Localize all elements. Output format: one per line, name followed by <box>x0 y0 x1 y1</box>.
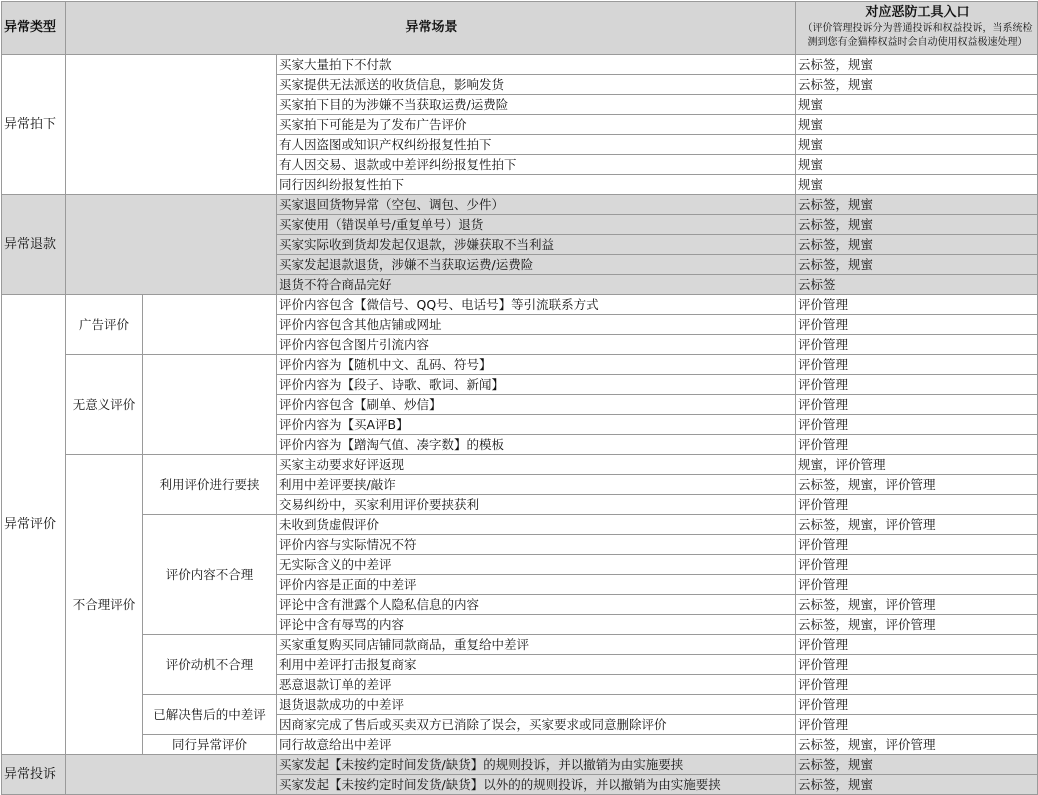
tool-cell: 评价管理 <box>796 335 1038 355</box>
scene-cell: 买家拍下目的为涉嫌不当获取运费/运费险 <box>277 95 796 115</box>
subgroup-unreasonable-review: 不合理评价 <box>66 455 143 755</box>
tool-cell: 评价管理 <box>796 555 1038 575</box>
header-scene: 异常场景 <box>66 2 796 55</box>
table-row <box>2 755 1038 775</box>
tool-cell: 规蜜 <box>796 175 1038 195</box>
tool-cell: 规蜜，评价管理 <box>796 455 1038 475</box>
scene-cell: 评价内容与实际情况不符 <box>277 535 796 555</box>
scene-cell: 交易纠纷中，买家利用评价要挟获利 <box>277 495 796 515</box>
scene-cell: 利用中差评打击报复商家 <box>277 655 796 675</box>
tool-cell: 评价管理 <box>796 315 1038 335</box>
category-extort: 利用评价进行要挟 <box>143 455 277 515</box>
tool-cell: 云标签，规蜜 <box>796 255 1038 275</box>
scene-cell: 买家大量拍下不付款 <box>277 55 796 75</box>
tool-cell: 规蜜 <box>796 115 1038 135</box>
scene-cell: 同行故意给出中差评 <box>277 735 796 755</box>
tool-cell: 评价管理 <box>796 355 1038 375</box>
scene-cell: 退货退款成功的中差评 <box>277 695 796 715</box>
scene-cell: 评价内容为【蹭淘气值、凑字数】的模板 <box>277 435 796 455</box>
tool-cell: 云标签 <box>796 275 1038 295</box>
category-content: 评价内容不合理 <box>143 515 277 635</box>
scene-cell: 买家重复购买同店铺同款商品，重复给中差评 <box>277 635 796 655</box>
table-row <box>2 695 1038 715</box>
table-row <box>2 515 1038 535</box>
subgroup-ad-review: 广告评价 <box>66 295 143 355</box>
tool-cell: 评价管理 <box>796 655 1038 675</box>
tool-cell: 规蜜 <box>796 155 1038 175</box>
header-row <box>2 2 1038 55</box>
tool-cell: 云标签，规蜜，评价管理 <box>796 595 1038 615</box>
header-tool-note-1: （评价管理投诉分为普通投诉和权益投诉，当系统检 <box>802 23 1033 34</box>
scene-cell: 评价内容包含【刷单、炒信】 <box>277 395 796 415</box>
header-tool <box>796 2 1038 55</box>
scene-cell: 买家发起退款退货，涉嫌不当获取运费/运费险 <box>277 255 796 275</box>
header-type: 异常类型 <box>2 2 66 55</box>
subgroup-meaningless-review: 无意义评价 <box>66 355 143 455</box>
scene-cell: 无实际含义的中差评 <box>277 555 796 575</box>
subgroup-blank-cell <box>143 295 277 355</box>
anomaly-table <box>1 1 1038 795</box>
scene-cell: 未收到货虚假评价 <box>277 515 796 535</box>
group-abnormal-order: 异常拍下 <box>2 55 66 195</box>
tool-cell: 云标签，规蜜 <box>796 755 1038 775</box>
tool-cell: 评价管理 <box>796 495 1038 515</box>
header-tool-note-2: 测到您有金猫棒权益时会自动使用权益极速处理） <box>807 37 1028 48</box>
table-row <box>2 735 1038 755</box>
scene-cell: 评论中含有辱骂的内容 <box>277 615 796 635</box>
tool-cell: 评价管理 <box>796 395 1038 415</box>
scene-cell: 买家主动要求好评返现 <box>277 455 796 475</box>
tool-cell: 云标签，规蜜 <box>796 75 1038 95</box>
header-tool-title: 对应恶防工具入口 <box>865 5 970 20</box>
tool-cell: 云标签，规蜜 <box>796 775 1038 795</box>
table-row <box>2 295 1038 315</box>
scene-cell: 评价内容为【随机中文、乱码、符号】 <box>277 355 796 375</box>
tool-cell: 评价管理 <box>796 635 1038 655</box>
tool-cell: 评价管理 <box>796 435 1038 455</box>
scene-cell: 买家拍下可能是为了发布广告评价 <box>277 115 796 135</box>
tool-cell: 评价管理 <box>796 375 1038 395</box>
category-resolved: 已解决售后的中差评 <box>143 695 277 735</box>
tool-cell: 云标签，规蜜，评价管理 <box>796 615 1038 635</box>
scene-cell: 同行因纠纷报复性拍下 <box>277 175 796 195</box>
group-blank-cell <box>66 195 277 295</box>
scene-cell: 有人因交易、退款或中差评纠纷报复性拍下 <box>277 155 796 175</box>
table-row <box>2 455 1038 475</box>
tool-cell: 云标签，规蜜 <box>796 195 1038 215</box>
tool-cell: 规蜜 <box>796 95 1038 115</box>
tool-cell: 评价管理 <box>796 415 1038 435</box>
scene-cell: 退货不符合商品完好 <box>277 275 796 295</box>
tool-cell: 评价管理 <box>796 675 1038 695</box>
scene-cell: 买家提供无法派送的收货信息，影响发货 <box>277 75 796 95</box>
scene-cell: 评价内容为【买A评B】 <box>277 415 796 435</box>
group-blank-cell <box>66 55 277 195</box>
tool-cell: 云标签，规蜜 <box>796 215 1038 235</box>
tool-cell: 云标签，规蜜，评价管理 <box>796 475 1038 495</box>
tool-cell: 评价管理 <box>796 695 1038 715</box>
tool-cell: 云标签，规蜜，评价管理 <box>796 515 1038 535</box>
scene-cell: 评价内容包含【微信号、QQ号、电话号】等引流联系方式 <box>277 295 796 315</box>
scene-cell: 买家实际收到货却发起仅退款，涉嫌获取不当利益 <box>277 235 796 255</box>
scene-cell: 恶意退款订单的差评 <box>277 675 796 695</box>
tool-cell: 评价管理 <box>796 295 1038 315</box>
tool-cell: 评价管理 <box>796 715 1038 735</box>
table-row <box>2 635 1038 655</box>
tool-cell: 评价管理 <box>796 575 1038 595</box>
table-row <box>2 55 1038 75</box>
category-motive: 评价动机不合理 <box>143 635 277 695</box>
scene-cell: 有人因盗图或知识产权纠纷报复性拍下 <box>277 135 796 155</box>
category-peer: 同行异常评价 <box>143 735 277 755</box>
table-row <box>2 355 1038 375</box>
group-abnormal-refund: 异常退款 <box>2 195 66 295</box>
scene-cell: 评价内容包含其他店铺或网址 <box>277 315 796 335</box>
tool-cell: 云标签，规蜜 <box>796 235 1038 255</box>
scene-cell: 评价内容包含图片引流内容 <box>277 335 796 355</box>
group-abnormal-complaint: 异常投诉 <box>2 755 66 795</box>
table-row <box>2 195 1038 215</box>
scene-cell: 买家发起【未按约定时间发货/缺货】以外的的规则投诉，并以撤销为由实施要挟 <box>277 775 796 795</box>
scene-cell: 评价内容是正面的中差评 <box>277 575 796 595</box>
group-abnormal-review: 异常评价 <box>2 295 66 755</box>
scene-cell: 买家使用（错误单号/重复单号）退货 <box>277 215 796 235</box>
subgroup-blank-cell <box>143 355 277 455</box>
scene-cell: 买家退回货物异常（空包、调包、少件） <box>277 195 796 215</box>
scene-cell: 买家发起【未按约定时间发货/缺货】的规则投诉，并以撤销为由实施要挟 <box>277 755 796 775</box>
scene-cell: 评价内容为【段子、诗歌、歌词、新闻】 <box>277 375 796 395</box>
tool-cell: 云标签，规蜜 <box>796 55 1038 75</box>
tool-cell: 评价管理 <box>796 535 1038 555</box>
tool-cell: 云标签，规蜜，评价管理 <box>796 735 1038 755</box>
scene-cell: 利用中差评要挟/敲诈 <box>277 475 796 495</box>
group-blank-cell <box>66 755 277 795</box>
scene-cell: 评论中含有泄露个人隐私信息的内容 <box>277 595 796 615</box>
scene-cell: 因商家完成了售后或买卖双方已消除了误会，买家要求或同意删除评价 <box>277 715 796 735</box>
tool-cell: 规蜜 <box>796 135 1038 155</box>
